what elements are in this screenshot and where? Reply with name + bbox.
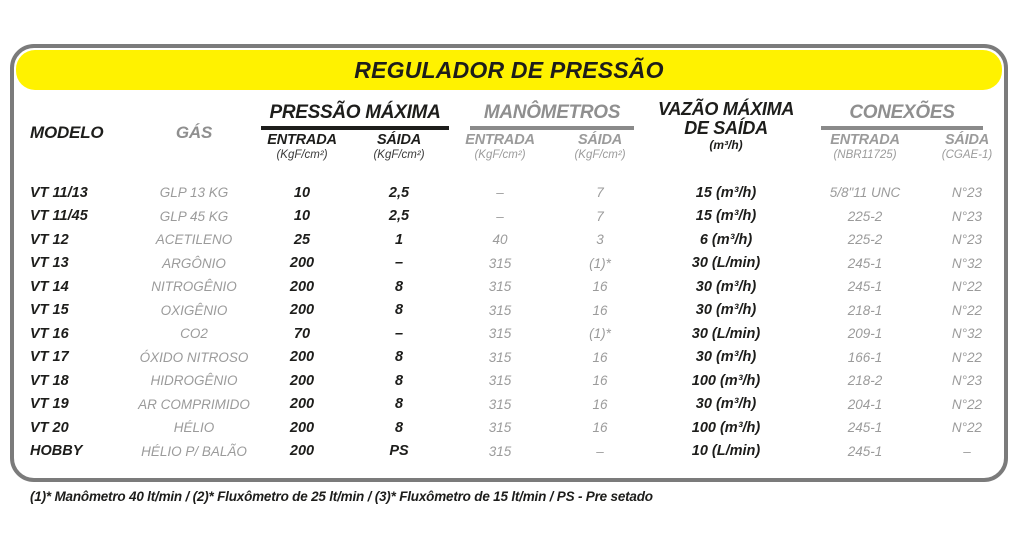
- spec-table-frame: [10, 44, 1008, 482]
- cell-vazao: 10 (L/min): [691, 443, 761, 460]
- cell-manometro-saida: 3: [596, 232, 604, 248]
- cell-modelo: VT 15: [30, 302, 69, 319]
- cell-conexao-saida: N°23: [951, 232, 983, 248]
- cell-manometro-entrada: 315: [488, 373, 512, 389]
- cell-manometro-entrada: 315: [488, 279, 512, 295]
- cell-pressao-saida: 2,5: [388, 208, 410, 225]
- cell-conexao-entrada: 218-1: [847, 302, 883, 318]
- cell-pressao-entrada: 25: [293, 231, 311, 248]
- vazao-label-line2: DE SAÍDA: [684, 118, 768, 138]
- cell-manometro-saida: 16: [592, 373, 608, 389]
- subheader-manometros-saida: SÁIDA: [577, 131, 623, 148]
- unit-pressao-entrada: (KgF/cm²): [276, 149, 328, 161]
- cell-gas: ÓXIDO NITROSO: [139, 349, 249, 365]
- cell-conexao-entrada: 166-1: [847, 349, 883, 365]
- cell-manometro-entrada: 315: [488, 349, 512, 365]
- cell-gas: AR COMPRIMIDO: [138, 396, 250, 412]
- group-header-vazao-maxima: [652, 98, 800, 152]
- cell-pressao-entrada: 200: [289, 419, 315, 436]
- page-title: REGULADOR DE PRESSÃO: [354, 56, 664, 83]
- footnote: (1)* Manômetro 40 lt/min / (2)* Fluxômetro de 25 lt/min / (3)* Fluxômetro de 15 lt/min / PS - Pre setado: [30, 489, 653, 504]
- title-banner: [16, 50, 1002, 90]
- cell-conexao-entrada: 5/8"11 UNC: [829, 185, 901, 201]
- cell-pressao-entrada: 200: [289, 302, 315, 319]
- cell-conexao-entrada: 245-1: [847, 420, 883, 436]
- cell-modelo: VT 20: [30, 419, 69, 436]
- cell-pressao-saida: –: [394, 255, 404, 272]
- cell-manometro-saida: (1)*: [589, 255, 611, 271]
- cell-pressao-entrada: 200: [289, 278, 315, 295]
- unit-conexoes-entrada: (NBR11725): [833, 149, 897, 161]
- cell-manometro-entrada: 315: [488, 255, 512, 271]
- cell-manometro-saida: 16: [592, 302, 608, 318]
- cell-pressao-entrada: 200: [289, 349, 315, 366]
- cell-manometro-saida: 7: [596, 208, 604, 224]
- vazao-unit: (m³/h): [709, 138, 743, 152]
- cell-pressao-saida: 8: [394, 349, 404, 366]
- cell-pressao-saida: 8: [394, 278, 404, 295]
- cell-gas: HÉLIO: [173, 420, 215, 436]
- cell-gas: GLP 13 KG: [159, 185, 229, 201]
- subheader-pressao-saida: SÁIDA: [376, 131, 422, 148]
- cell-conexao-saida: N°23: [951, 185, 983, 201]
- cell-conexao-saida: N°22: [951, 349, 983, 365]
- unit-manometros-entrada: (KgF/cm²): [474, 149, 526, 161]
- cell-pressao-saida: 8: [394, 302, 404, 319]
- cell-pressao-saida: 1: [394, 231, 404, 248]
- cell-manometro-saida: 16: [592, 349, 608, 365]
- cell-modelo: VT 14: [30, 278, 69, 295]
- subheader-pressao-entrada: ENTRADA: [267, 131, 337, 148]
- cell-gas: ARGÔNIO: [162, 255, 226, 271]
- cell-gas: HIDROGÊNIO: [150, 373, 238, 389]
- cell-vazao: 15 (m³/h): [695, 184, 757, 201]
- cell-manometro-saida: 16: [592, 420, 608, 436]
- cell-modelo: VT 17: [30, 349, 69, 366]
- cell-conexao-saida: –: [963, 443, 971, 459]
- cell-vazao: 15 (m³/h): [695, 208, 757, 225]
- cell-vazao: 100 (m³/h): [691, 372, 761, 389]
- cell-manometro-saida: 7: [596, 185, 604, 201]
- cell-vazao: 30 (m³/h): [695, 278, 757, 295]
- cell-manometro-entrada: 40: [492, 232, 508, 248]
- cell-manometro-entrada: 315: [488, 302, 512, 318]
- cell-conexao-entrada: 225-2: [847, 208, 883, 224]
- cell-vazao: 6 (m³/h): [699, 231, 753, 248]
- group-header-conexoes: CONEXÕES: [800, 102, 1004, 130]
- cell-modelo: VT 16: [30, 325, 69, 342]
- cell-vazao: 30 (m³/h): [695, 349, 757, 366]
- cell-gas: ACETILENO: [155, 232, 233, 248]
- cell-gas: HÉLIO P/ BALÃO: [141, 443, 247, 459]
- cell-modelo: VT 19: [30, 396, 69, 413]
- cell-manometro-entrada: 315: [488, 326, 512, 342]
- cell-modelo: VT 13: [30, 255, 69, 272]
- cell-vazao: 30 (L/min): [691, 325, 761, 342]
- cell-pressao-entrada: 200: [289, 443, 315, 460]
- cell-vazao: 30 (L/min): [691, 255, 761, 272]
- subheader-conexoes-entrada: ENTRADA: [830, 131, 900, 148]
- cell-gas: CO2: [180, 326, 208, 342]
- cell-pressao-entrada: 70: [293, 325, 311, 342]
- cell-conexao-entrada: 218-2: [847, 373, 883, 389]
- cell-gas: NITROGÊNIO: [151, 279, 237, 295]
- cell-conexao-saida: N°22: [951, 396, 983, 412]
- cell-vazao: 100 (m³/h): [691, 419, 761, 436]
- subheader-conexoes-saida: SÁIDA: [944, 131, 990, 148]
- cell-conexao-saida: N°22: [951, 302, 983, 318]
- cell-manometro-entrada: –: [496, 208, 504, 224]
- cell-manometro-saida: 16: [592, 396, 608, 412]
- cell-manometro-saida: 16: [592, 279, 608, 295]
- cell-conexao-entrada: 245-1: [847, 255, 883, 271]
- cell-conexao-entrada: 245-1: [847, 443, 883, 459]
- cell-manometro-entrada: 315: [488, 396, 512, 412]
- cell-pressao-entrada: 10: [293, 184, 311, 201]
- column-header-modelo: MODELO: [30, 122, 104, 142]
- unit-pressao-saida: (KgF/cm²): [373, 149, 425, 161]
- cell-pressao-saida: 2,5: [388, 184, 410, 201]
- cell-manometro-saida: –: [596, 443, 604, 459]
- cell-modelo: VT 11/45: [30, 208, 88, 225]
- cell-pressao-saida: PS: [389, 443, 409, 460]
- cell-pressao-entrada: 200: [289, 372, 315, 389]
- cell-modelo: HOBBY: [30, 443, 83, 460]
- cell-pressao-entrada: 200: [289, 396, 315, 413]
- cell-modelo: VT 18: [30, 372, 69, 389]
- cell-pressao-saida: 8: [394, 419, 404, 436]
- cell-pressao-saida: –: [394, 325, 404, 342]
- cell-pressao-saida: 8: [394, 396, 404, 413]
- cell-conexao-entrada: 204-1: [847, 396, 883, 412]
- spec-table: [14, 98, 1004, 463]
- cell-modelo: VT 11/13: [30, 184, 88, 201]
- cell-manometro-entrada: –: [496, 185, 504, 201]
- cell-conexao-entrada: 225-2: [847, 232, 883, 248]
- cell-modelo: VT 12: [30, 231, 69, 248]
- cell-gas: GLP 45 KG: [159, 208, 229, 224]
- cell-conexao-saida: N°23: [951, 208, 983, 224]
- vazao-label-line1: VAZÃO MÁXIMA: [657, 99, 795, 119]
- group-header-manometros: MANÔMETROS: [452, 102, 652, 130]
- unit-conexoes-saida: (CGAE-1): [941, 149, 993, 161]
- cell-manometro-saida: (1)*: [589, 326, 611, 342]
- cell-conexao-saida: N°22: [951, 279, 983, 295]
- cell-vazao: 30 (m³/h): [695, 396, 757, 413]
- cell-pressao-entrada: 200: [289, 255, 315, 272]
- cell-pressao-entrada: 10: [293, 208, 311, 225]
- column-header-gas: GÁS: [175, 122, 213, 142]
- subheader-manometros-entrada: ENTRADA: [465, 131, 535, 148]
- cell-conexao-entrada: 209-1: [847, 326, 883, 342]
- unit-manometros-saida: (KgF/cm²): [574, 149, 626, 161]
- cell-conexao-saida: N°32: [951, 255, 983, 271]
- cell-manometro-entrada: 315: [488, 443, 512, 459]
- cell-vazao: 30 (m³/h): [695, 302, 757, 319]
- cell-pressao-saida: 8: [394, 372, 404, 389]
- cell-manometro-entrada: 315: [488, 420, 512, 436]
- group-header-pressao-maxima: PRESSÃO MÁXIMA: [258, 102, 452, 130]
- cell-conexao-saida: N°22: [951, 420, 983, 436]
- cell-gas: OXIGÊNIO: [160, 302, 228, 318]
- cell-conexao-entrada: 245-1: [847, 279, 883, 295]
- cell-conexao-saida: N°32: [951, 326, 983, 342]
- cell-conexao-saida: N°23: [951, 373, 983, 389]
